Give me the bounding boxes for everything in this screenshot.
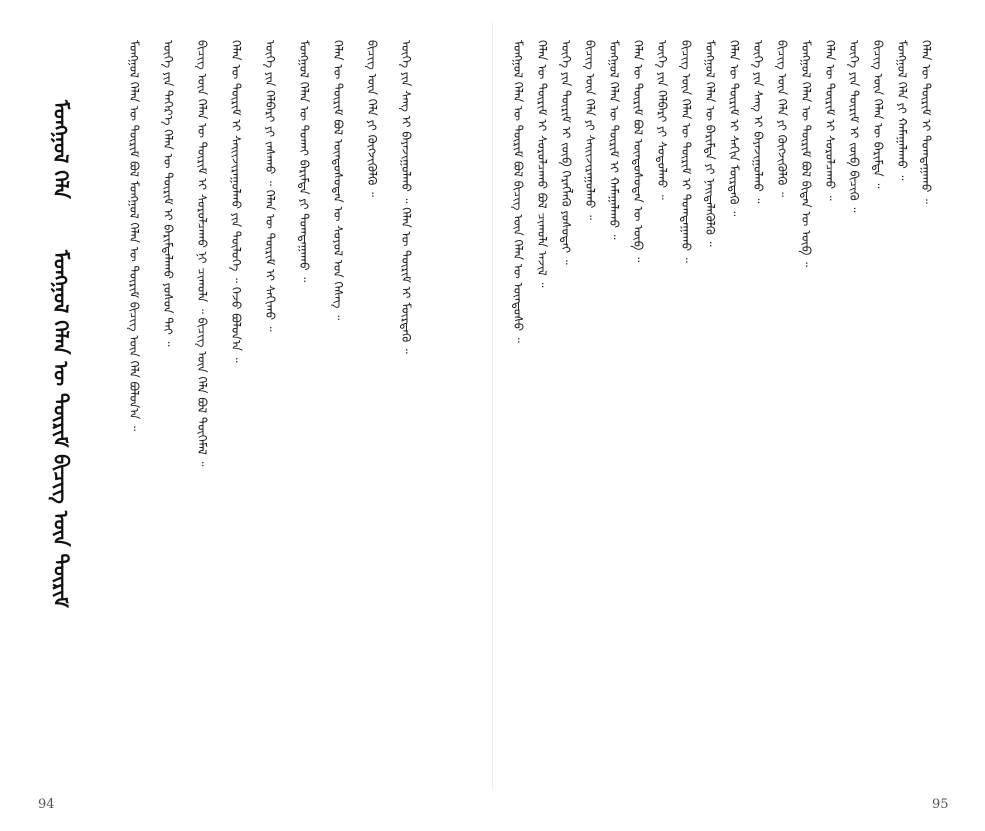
page-number-left: 94: [38, 797, 55, 812]
text-column: ᠦᠭᠡ ᠶᠢᠨ ᠬᠡᠯᠪᠡᠷᠢ ᠶᠢ ᠵᠠᠰᠠᠬᠤ ᠃ ᠬᠡᠯᠡᠨ ᠦ ᠳᠦᠷᠢᠮ ᠢ ᠰᠠᠬᠢᠬᠤ ᠃: [263, 40, 277, 332]
text-column: ᠬᠡᠯᠡᠨ ᠦ ᠳᠦᠷᠢᠮ ᠪᠣᠯ ᠦᠨᠳᠦᠰᠦᠲᠡᠨ ᠦ ᠥᠪ ᠃: [631, 40, 645, 263]
running-head: ᠮᠣᠩᠭᠣᠯ ᠬᠡᠯᠡ: [49, 100, 73, 199]
page-number-right: 95: [932, 797, 949, 812]
text-column: ᠬᠡᠯᠡᠨ ᠦ ᠳᠦᠷᠢᠮ ᠢ ᠲᠣᠭᠲᠠᠭᠠᠬᠤ ᠃: [919, 40, 933, 204]
text-column: ᠪᠢᠴᠢᠭ ᠦᠨ ᠬᠡᠯᠡ ᠶᠢ ᠰᠠᠢᠢᠵᠢᠷᠠᠭᠤᠯᠬᠤ ᠃: [583, 40, 597, 221]
text-column: ᠦᠭᠡ ᠶᠢᠨ ᠬᠡᠯᠪᠡᠷᠢ ᠶᠢ ᠰᠣᠳᠤᠯᠬᠤ ᠃: [655, 40, 669, 200]
text-column: ᠮᠣᠩᠭᠣᠯ ᠬᠡᠯᠡᠨ ᠦ ᠲᠤᠬᠠᠢ ᠪᠠᠷᠢᠮᠲᠠ ᠶᠢ ᠲᠣᠭᠲᠠᠭᠠᠬᠤ ᠃: [297, 40, 311, 283]
text-column: ᠦᠭᠡ ᠶᠢᠨ ᠳᠦᠷᠢᠮ ᠢ ᠵᠥᠪ ᠪᠢᠴᠢᠬᠦ ᠃: [847, 40, 861, 213]
text-column: ᠬᠡᠯᠡᠨ ᠦ ᠳᠦᠷᠢᠮ ᠪᠣᠯ ᠦᠨᠳᠦᠰᠦᠲᠡᠨ ᠦ ᠰᠣᠶᠣᠯ ᠤᠨ ᠬᠡᠰᠡᠭ ᠃: [331, 40, 345, 321]
text-column: ᠮᠣᠩᠭᠣᠯ ᠬᠡᠯᠡᠨ ᠦ ᠪᠠᠷᠢᠮᠲᠠ ᠶᠢ ᠨᠡᠢᠲᠡᠯᠡᠭᠦᠯᠬᠦ ᠃: [703, 40, 717, 247]
text-column: ᠬᠡᠯᠡᠨ ᠦ ᠳᠦᠷᠢᠮ ᠢ ᠰᠠᠢᠢᠵᠢᠷᠠᠭᠤᠯᠬᠤ ᠶᠢᠨ ᠲᠥᠯᠥᠭᠡ ᠃ ᠭᠡᠵᠦ ᠪᠣᠯᠤᠨ᠎ᠠ ᠃: [229, 40, 243, 363]
text-column: ᠮᠣᠩᠭᠣᠯ ᠬᠡᠯᠡᠨ ᠦ ᠳᠦᠷᠢᠮ ᠪᠣᠯ ᠮᠣᠩᠭᠣᠯ ᠬᠡᠯᠡᠨ ᠦ ᠳᠦᠷᠢᠮ ᠪᠢᠴᠢᠭ ᠦᠨ ᠬᠡᠯᠡ ᠪᠣᠯᠤᠨ᠎ᠠ ᠃: [127, 40, 141, 432]
text-column: ᠮᠣᠩᠭᠣᠯ ᠬᠡᠯᠡᠨ ᠦ ᠳᠦᠷᠢᠮ ᠪᠣᠯ ᠪᠢᠳᠡᠨ ᠦ ᠥᠪ ᠃: [799, 40, 813, 268]
text-column: ᠪᠢᠴᠢᠭ ᠦᠨ ᠬᠡᠯᠡ ᠶᠢ ᠬᠥᠭᠵᠢᠭᠦᠯᠬᠦ ᠃: [365, 40, 379, 197]
text-column: ᠦᠭᠡ ᠶᠢᠨ ᠳᠡᠭᠡᠷ᠎ᠡ ᠬᠡᠯᠡᠨ ᠦ ᠳᠦᠷᠢᠮ ᠢ ᠪᠠᠷᠢᠮᠲᠠᠯᠠᠬᠤ ᠶᠤᠰᠤᠨ ᠲᠠᠢ ᠃: [161, 40, 175, 347]
left-page: [0, 0, 492, 831]
text-column: ᠮᠣᠩᠭᠣᠯ ᠬᠡᠯᠡ ᠶᠢ ᠬᠠᠮᠠᠭᠠᠯᠠᠬᠤ ᠃: [895, 40, 909, 181]
text-column: ᠪᠢᠴᠢᠭ ᠦᠨ ᠬᠡᠯᠡᠨ ᠦ ᠳᠦᠷᠢᠮ ᠢ ᠲᠣᠭᠲᠠᠭᠠᠬᠤ ᠃: [679, 40, 693, 263]
text-column: ᠮᠣᠩᠭᠣᠯ ᠬᠡᠯᠡᠨ ᠦ ᠳᠦᠷᠢᠮ ᠢ ᠬᠠᠮᠠᠭᠠᠯᠠᠬᠤ ᠃: [607, 40, 621, 240]
text-column: ᠬᠡᠯᠡᠨ ᠦ ᠳᠦᠷᠢᠮ ᠢ ᠰᠤᠷᠤᠯᠴᠠᠬᠤ ᠃: [823, 40, 837, 201]
text-column: ᠦᠭᠡ ᠶᠢᠨ ᠰᠠᠩ ᠢ ᠪᠠᠶᠠᠵᠢᠭᠤᠯᠬᠤ ᠃: [751, 40, 765, 204]
text-column: ᠬᠡᠯᠡᠨ ᠦ ᠳᠦᠷᠢᠮ ᠢ ᠰᠤᠷᠤᠯᠴᠠᠬᠤ ᠪᠣᠯ ᠴᠢᠬᠤᠯᠠ ᠠᠵᠢᠯ ᠃: [535, 40, 549, 288]
text-column: ᠪᠢᠴᠢᠭ ᠦᠨ ᠬᠡᠯᠡ ᠶᠢ ᠬᠥᠭᠵᠢᠭᠦᠯᠬᠦ ᠃: [775, 40, 789, 197]
text-column: ᠦᠭᠡ ᠶᠢᠨ ᠳᠦᠷᠢᠮ ᠢ ᠵᠥᠪ ᠬᠡᠷᠡᠭᠯᠡᠬᠦ ᠶᠤᠰᠤᠲᠠᠢ ᠃: [559, 40, 573, 265]
text-column: ᠬᠡᠯᠡᠨ ᠦ ᠳᠦᠷᠢᠮ ᠢ ᠰᠠᠬᠢᠨ ᠮᠥᠷᠳᠡᠬᠦ ᠃: [727, 40, 741, 217]
right-page: [492, 0, 985, 831]
text-column: ᠪᠢᠴᠢᠭ ᠦᠨ ᠬᠡᠯᠡᠨ ᠦ ᠳᠦᠷᠢᠮ ᠢ ᠰᠤᠷᠤᠯᠴᠠᠬᠤ ᠨᠢ ᠴᠢᠬᠤᠯᠠ ᠃ ᠪᠢᠴᠢᠭ ᠦᠨ ᠬᠡᠯᠡ ᠪᠣᠯ ᠲᠦᠭᠡᠮᠡᠯ ᠃: [195, 40, 209, 467]
text-column: ᠦᠭᠡ ᠶᠢᠨ ᠰᠠᠩ ᠢ ᠪᠠᠶᠠᠵᠢᠭᠤᠯᠬᠤ ᠃ ᠬᠡᠯᠡᠨ ᠦ ᠳᠦᠷᠢᠮ ᠢ ᠮᠥᠷᠳᠡᠬᠦ ᠃: [399, 40, 413, 354]
text-column: ᠪᠢᠴᠢᠭ ᠦᠨ ᠬᠡᠯᠡᠨ ᠦ ᠪᠠᠷᠢᠮᠲᠠ ᠃: [871, 40, 885, 189]
chapter-title: ᠮᠣᠩᠭᠣᠯ ᠬᠡᠯᠡᠨ ᠦ ᠳᠦᠷᠢᠮ ᠪᠢᠴᠢᠭ ᠦᠨ ᠳᠦᠷᠢᠮ: [49, 250, 73, 608]
text-column: ᠮᠣᠩᠭᠣᠯ ᠬᠡᠯᠡᠨ ᠦ ᠳᠦᠷᠢᠮ ᠪᠣᠯ ᠪᠢᠴᠢᠭ ᠦᠨ ᠬᠡᠯᠡᠨ ᠦ ᠦᠨᠳᠦᠰᠦ ᠃: [511, 40, 525, 343]
